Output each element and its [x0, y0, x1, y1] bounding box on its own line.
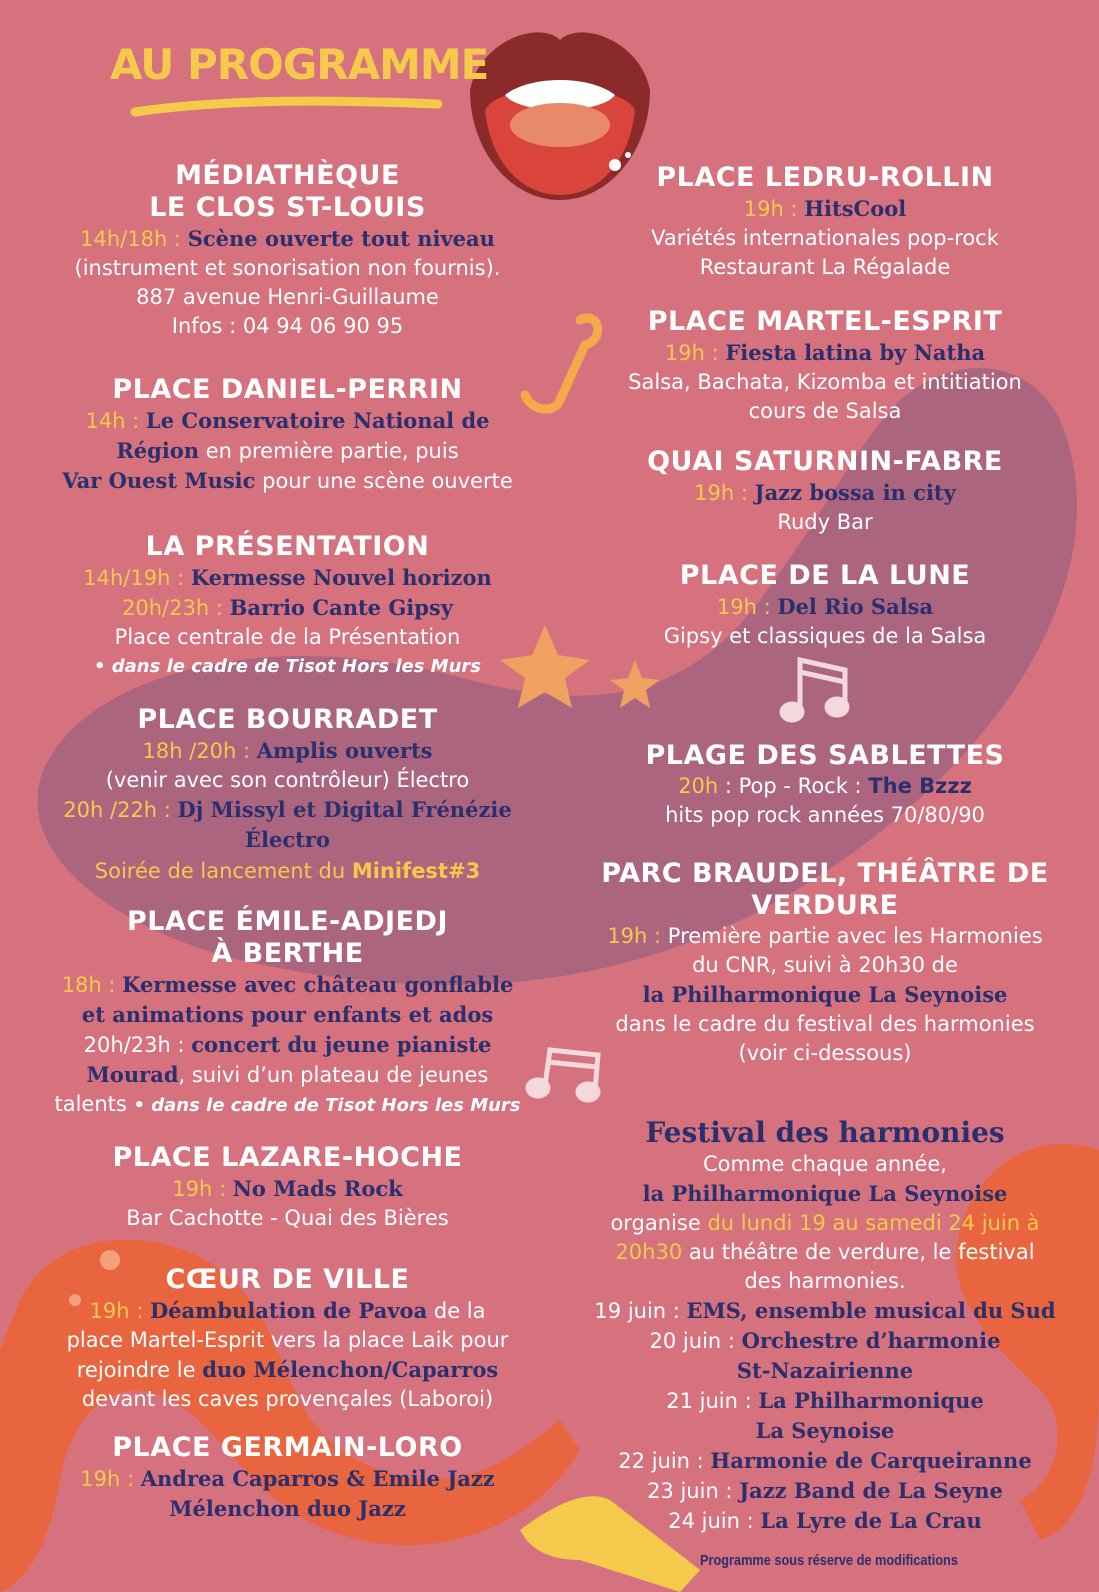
- event-phone: Infos : 04 94 06 90 95: [171, 314, 404, 338]
- event-artist: Déambulation de Pavoa: [149, 1298, 428, 1323]
- event-time: 18h /20h :: [142, 739, 257, 763]
- venue-saturnin-fabre: [560, 446, 1090, 537]
- event-time: 20h/23h :: [122, 596, 230, 620]
- event-detail: pour une scène ouverte: [255, 469, 513, 493]
- event-detail: Bar Cachotte - Quai des Bières: [126, 1206, 449, 1230]
- event-time: 14h/19h :: [83, 566, 191, 590]
- festival-des-harmonies: [560, 1116, 1090, 1536]
- festival-artist: Harmonie de Carqueiranne: [710, 1448, 1032, 1473]
- event-detail: Rudy Bar: [777, 510, 873, 534]
- festival-dates: du lundi 19 au samedi 24 juin à: [707, 1211, 1040, 1235]
- venue-daniel-perrin: [20, 374, 555, 496]
- venue-la-presentation: [20, 531, 555, 681]
- venue-heading: À BERTHE: [211, 938, 364, 969]
- event-artist: Région: [116, 438, 200, 463]
- event-artist: Kermesse avec château gonflable: [122, 972, 514, 997]
- festival-date: 20 juin :: [649, 1329, 742, 1353]
- event-detail: dans le cadre du festival des harmonies: [615, 1012, 1035, 1036]
- event-artist: The Bzzz: [868, 774, 972, 798]
- venue-heading: LE CLOS ST-LOUIS: [149, 192, 426, 223]
- event-artist: Barrio Cante Gipsy: [229, 595, 453, 620]
- event-time: 19h :: [172, 1177, 233, 1201]
- venue-heading: VERDURE: [751, 890, 899, 921]
- venue-heading: LA PRÉSENTATION: [145, 531, 430, 562]
- event-artist: Scène ouverte tout niveau: [187, 226, 495, 251]
- venue-heading: PLACE LAZARE-HOCHE: [112, 1142, 463, 1173]
- venue-mediatheque: [20, 160, 555, 341]
- venue-heading: CŒUR DE VILLE: [165, 1264, 410, 1295]
- event-detail: hits pop rock années 70/80/90: [665, 803, 985, 827]
- event-detail: , suivi d’un plateau de jeunes: [178, 1063, 489, 1087]
- event-artist: Del Rio Salsa: [777, 594, 934, 619]
- event-time: 19h :: [607, 924, 668, 948]
- festival-artist: La Seynoise: [755, 1418, 895, 1443]
- event-time: 19h :: [80, 1467, 141, 1491]
- festival-date: 21 juin :: [666, 1389, 759, 1413]
- event-detail: place Martel-Esprit vers la place Laik pour: [66, 1328, 509, 1352]
- event-detail: (venir avec son contrôleur) Électro: [105, 768, 470, 792]
- event-artist: Dj Missyl et Digital Frénézie: [177, 797, 512, 822]
- venue-lazare-hoche: [20, 1142, 555, 1233]
- event-address: 887 avenue Henri-Guillaume: [136, 285, 439, 309]
- event-artist: Kermesse Nouvel horizon: [190, 565, 492, 590]
- event-detail: (voir ci-dessous): [738, 1041, 912, 1065]
- venue-place-de-la-lune: [560, 560, 1090, 651]
- event-detail: Place centrale de la Présentation: [114, 625, 461, 649]
- venue-heading: MÉDIATHÈQUE: [175, 160, 400, 191]
- venue-parc-braudel: [560, 858, 1090, 1068]
- event-detail: Salsa, Bachata, Kizomba et intitiation: [628, 370, 1022, 394]
- event-detail: : Pop - Rock :: [718, 774, 869, 798]
- event-note: Minifest#3: [351, 859, 481, 883]
- event-detail: Variétés internationales pop-rock: [651, 226, 999, 250]
- festival-date: 22 juin :: [618, 1449, 711, 1473]
- venue-bourradet: [20, 704, 555, 886]
- venue-heading: PLACE ÉMILE-ADJEDJ: [126, 906, 449, 937]
- event-artist: et animations pour enfants et ados: [81, 1002, 494, 1027]
- event-artist: Mélenchon duo Jazz: [169, 1496, 406, 1521]
- festival-time: 20h30: [615, 1240, 683, 1264]
- event-detail: devant les caves provençales (Laboroi): [81, 1387, 494, 1411]
- event-artist: la Philharmonique La Seynoise: [642, 1181, 1008, 1206]
- event-detail: Restaurant La Régalade: [699, 255, 951, 279]
- venue-germain-loro: [20, 1432, 555, 1524]
- venue-heading: PLACE BOURRADET: [137, 704, 438, 735]
- venue-heading: PLACE DANIEL-PERRIN: [112, 374, 463, 405]
- venue-heading: PLAGE DES SABLETTES: [645, 740, 1005, 771]
- venue-heading: QUAI SATURNIN-FABRE: [647, 446, 1003, 477]
- title-underline: [135, 101, 438, 112]
- footer-disclaimer: Programme sous réserve de modifications: [700, 1552, 958, 1569]
- event-detail: rejoindre le: [76, 1358, 203, 1382]
- event-time: 20h: [678, 774, 719, 798]
- festival-detail: des harmonies.: [744, 1269, 906, 1293]
- event-time: 14h/18h :: [80, 227, 188, 251]
- event-detail: talents: [54, 1092, 134, 1116]
- event-time: 20h/23h :: [83, 1033, 192, 1057]
- festival-artist: St-Nazairienne: [736, 1358, 914, 1383]
- event-artist: Var Ouest Music: [62, 468, 256, 493]
- venue-heading: PARC BRAUDEL, THÉÂTRE DE: [601, 858, 1049, 889]
- event-artist: No Mads Rock: [232, 1176, 403, 1201]
- event-artist: concert du jeune pianiste: [191, 1032, 492, 1057]
- event-time: 19h :: [664, 341, 726, 365]
- venue-heading: PLACE DE LA LUNE: [679, 560, 971, 591]
- event-time: 19h :: [694, 481, 755, 505]
- event-artist: Électro: [245, 827, 330, 852]
- event-time: 19h :: [743, 197, 805, 221]
- event-time: 20h /22h :: [63, 798, 178, 822]
- event-detail: Gipsy et classiques de la Salsa: [663, 624, 987, 648]
- festival-artist: La Philharmonique: [758, 1388, 984, 1413]
- event-note: • dans le cadre de Tisot Hors les Murs: [93, 656, 482, 677]
- event-detail: cours de Salsa: [748, 399, 902, 423]
- event-artist: Andrea Caparros & Emile Jazz: [140, 1466, 495, 1491]
- event-note: • dans le cadre de Tisot Hors les Murs: [133, 1095, 521, 1116]
- festival-artist: Orchestre d’harmonie: [741, 1328, 1001, 1353]
- event-artist: Amplis ouverts: [256, 738, 433, 763]
- event-detail: de la: [427, 1299, 486, 1323]
- event-artist: duo Mélenchon/Caparros: [202, 1357, 499, 1382]
- event-artist: Le Conservatoire National de: [145, 408, 490, 433]
- event-note: Soirée de lancement du: [94, 859, 352, 883]
- venue-heading: PLACE LEDRU-ROLLIN: [656, 162, 994, 193]
- venue-heading: PLACE MARTEL-ESPRIT: [647, 306, 1003, 337]
- festival-artist: La Lyre de La Crau: [760, 1508, 982, 1533]
- venue-coeur-de-ville: [20, 1264, 555, 1414]
- event-artist: Mourad: [86, 1062, 179, 1087]
- event-artist: la Philharmonique La Seynoise: [642, 982, 1008, 1007]
- event-time: 19h :: [89, 1299, 150, 1323]
- venue-martel-esprit: [560, 306, 1090, 426]
- venue-heading: PLACE GERMAIN-LORO: [112, 1432, 463, 1463]
- page-title: AU PROGRAMME: [110, 40, 489, 89]
- event-detail: en première partie, puis: [199, 439, 459, 463]
- festival-date: 23 juin :: [647, 1479, 740, 1503]
- festival-heading: Festival des harmonies: [645, 1116, 1005, 1149]
- event-artist: Jazz bossa in city: [754, 480, 956, 505]
- festival-detail: Comme chaque année,: [703, 1152, 947, 1176]
- venue-ledru-rollin: [560, 162, 1090, 282]
- event-detail: (instrument et sonorisation non fournis).: [74, 256, 501, 280]
- festival-detail: organise: [610, 1211, 708, 1235]
- festival-date: 19 juin :: [594, 1299, 687, 1323]
- event-detail: Première partie avec les Harmonies: [667, 924, 1043, 948]
- festival-detail: au théâtre de verdure, le festival: [682, 1240, 1035, 1264]
- festival-artist: Jazz Band de La Seyne: [739, 1478, 1003, 1503]
- event-detail: du CNR, suivi à 20h30 de: [692, 953, 958, 977]
- event-time: 19h :: [716, 595, 778, 619]
- event-time: 14h :: [85, 409, 146, 433]
- festival-date: 24 juin :: [668, 1509, 761, 1533]
- venue-emile-adjedj: [20, 906, 555, 1120]
- venue-plage-des-sablettes: [560, 740, 1090, 830]
- festival-artist: EMS, ensemble musical du Sud: [686, 1298, 1056, 1323]
- event-artist: HitsCool: [804, 196, 907, 221]
- event-time: 18h :: [61, 973, 123, 997]
- event-artist: Fiesta latina by Natha: [725, 340, 986, 365]
